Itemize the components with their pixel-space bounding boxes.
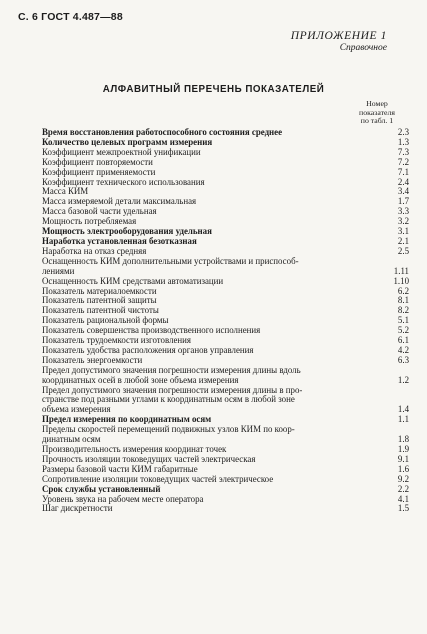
indicator-name: Масса измеряемой детали максимальная <box>42 196 197 207</box>
column-header <box>345 100 409 126</box>
indicator-name: Показатель патентной чистоты <box>42 305 159 316</box>
indicator-list <box>42 128 409 514</box>
indicator-name: Показатель энергоемкости <box>42 354 143 365</box>
indicator-name: Уровень звука на рабочем месте оператора <box>42 493 204 504</box>
list-item <box>42 504 409 514</box>
indicator-name: Мощность потребляемая <box>42 216 137 227</box>
indicator-name: Оснащенность КИМ дополнительными устройствами и приспособ- <box>42 255 299 266</box>
indicator-number: 5.1 <box>397 315 409 326</box>
indicator-name: Срок службы установленный <box>42 483 161 494</box>
indicator-name: Прочность изоляции токоведущих частей электрическая <box>42 453 256 464</box>
indicator-name: Коэффициент повторяемости <box>42 156 153 167</box>
document-title: АЛФАВИТНЫЙ ПЕРЕЧЕНЬ ПОКАЗАТЕЛЕЙ <box>102 84 325 95</box>
indicator-number: 1.8 <box>397 434 409 445</box>
indicator-number: 3.1 <box>397 226 409 237</box>
indicator-name: Показатель совершенства производственного исполнения <box>42 325 261 336</box>
appendix-block <box>291 30 387 53</box>
indicator-name: Сопротивление изоляции токоведущих частей электрическое <box>42 473 274 484</box>
list-item <box>42 178 409 188</box>
indicator-name: лениями <box>42 265 75 276</box>
indicator-name: странстве под разными углами к координатным осям в любой зоне <box>42 394 295 405</box>
list-item <box>42 257 409 267</box>
column-header-line: Номер <box>366 99 388 108</box>
indicator-number: 5.2 <box>397 325 409 336</box>
indicator-number: 2.1 <box>397 235 409 246</box>
indicator-number: 1.1 <box>397 414 409 425</box>
indicator-number: 7.1 <box>397 166 409 177</box>
indicator-number: 4.1 <box>397 493 409 504</box>
indicator-name: Пределы скоростей перемещений подвижных узлов КИМ по коор- <box>42 424 295 435</box>
indicator-number: 9.1 <box>397 453 409 464</box>
column-header-line: по табл. 1 <box>360 116 394 125</box>
indicator-name: динатным осям <box>42 434 101 445</box>
indicator-number: 3.2 <box>397 216 409 227</box>
indicator-name: Показатель материалоемкости <box>42 285 157 296</box>
indicator-number: 1.5 <box>397 503 409 514</box>
appendix-subtitle: Справочное <box>339 43 387 53</box>
indicator-name: Количество целевых программ измерения <box>42 136 213 147</box>
indicator-number: 7.2 <box>397 156 409 167</box>
indicator-number: 2.2 <box>397 483 409 494</box>
indicator-name: Размеры базовой части КИМ габаритные <box>42 463 198 474</box>
indicator-number: 7.3 <box>397 146 409 157</box>
indicator-name: Наработка на отказ средняя <box>42 245 147 256</box>
indicator-number: 9.2 <box>397 473 409 484</box>
indicator-number: 2.3 <box>397 127 409 137</box>
indicator-number: 6.1 <box>397 335 409 346</box>
indicator-number: 1.3 <box>397 136 409 147</box>
indicator-number: 8.1 <box>397 295 409 306</box>
indicator-number: 4.2 <box>397 344 409 355</box>
indicator-number: 1.2 <box>397 374 409 385</box>
indicator-name: Показатель удобства расположения органов управления <box>42 344 254 355</box>
indicator-name: Показатель рациональной формы <box>42 315 169 326</box>
column-header-line: показателя <box>359 107 395 117</box>
indicator-name: Коэффициент технического использования <box>42 176 205 187</box>
indicator-number: 3.3 <box>397 206 409 217</box>
indicator-number: 2.5 <box>397 245 409 256</box>
indicator-name: Оснащенность КИМ средствами автоматизации <box>42 275 224 286</box>
indicator-name: Масса базовой части удельная <box>42 206 157 217</box>
indicator-number: 3.4 <box>397 186 409 197</box>
indicator-number: 2.4 <box>397 176 409 187</box>
indicator-name: Коэффициент применяемости <box>42 166 156 177</box>
indicator-number: 1.10 <box>393 275 409 286</box>
indicator-number: 1.9 <box>397 444 409 454</box>
indicator-name: Показатель патентной защиты <box>42 295 157 306</box>
indicator-name: Коэффициент межпроектной унификации <box>42 146 201 157</box>
indicator-name: Время восстановления работоспособного состояния среднее <box>42 127 283 137</box>
indicator-name: координатных осей в любой зоне объема измерения <box>42 374 239 385</box>
indicator-number: 1.11 <box>393 265 409 276</box>
indicator-name: Мощность электрооборудования удельная <box>42 226 212 237</box>
indicator-name: объема измерения <box>42 404 111 415</box>
indicator-number: 6.2 <box>397 285 409 296</box>
list-item <box>42 277 409 287</box>
indicator-name: Предел измерения по координатным осям <box>42 414 212 425</box>
indicator-name: Предел допустимого значения погрешности измерения длины вдоль <box>42 364 301 375</box>
indicator-name: Показатель трудоемкости изготовления <box>42 335 192 346</box>
page-header: С. 6 ГОСТ 4.487—88 <box>18 11 123 23</box>
indicator-number: 1.4 <box>397 404 409 415</box>
indicator-name: Наработка установленная безотказная <box>42 235 197 246</box>
indicator-name: Предел допустимого значения погрешности измерения длины в про- <box>42 384 303 395</box>
indicator-name: Шаг дискретности <box>42 503 113 514</box>
appendix-title: ПРИЛОЖЕНИЕ 1 <box>290 30 387 42</box>
indicator-number: 6.3 <box>397 354 409 365</box>
indicator-name: Масса КИМ <box>42 186 89 197</box>
indicator-number: 1.6 <box>397 463 409 474</box>
indicator-name: Производительность измерения координат точек <box>42 444 227 454</box>
indicator-number: 1.7 <box>397 196 409 207</box>
indicator-number: 8.2 <box>397 305 409 316</box>
